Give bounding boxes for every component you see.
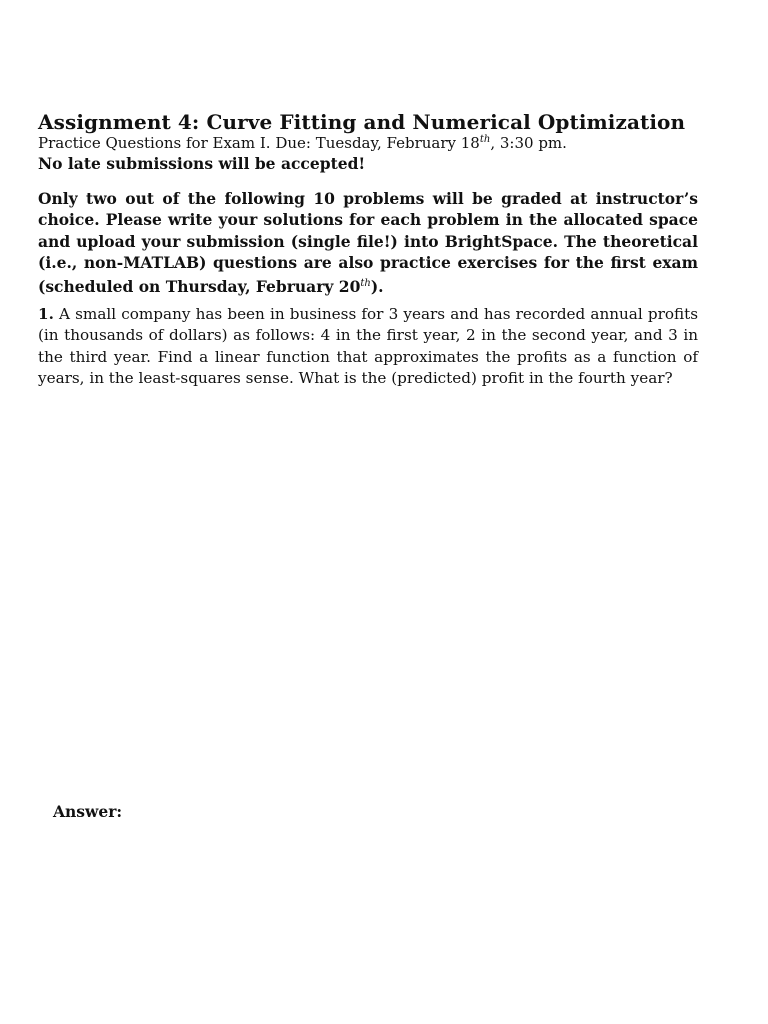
late-submission-notice: No late submissions will be accepted!: [38, 154, 366, 173]
instructions-end: ).: [370, 277, 384, 297]
instructions-superscript: th: [360, 278, 371, 290]
due-date-line: [38, 134, 567, 152]
due-date-superscript: th: [479, 134, 491, 145]
problem-1: [38, 304, 698, 389]
problem-text: A small company has been in business for 3 years and has recorded annual profits (in thousands of dollars) as follows: 4 in the first year, 2 in the second year, and 3 in the third year. Find a linear function that approximates the profits as a function of years, in the least-squares sense. What is the (predicted) profit in the fourth year?: [38, 305, 699, 387]
due-date-text: Practice Questions for Exam I. Due: Tuesday, February 18: [38, 134, 480, 152]
instructions-text: Only two out of the following 10 problems will be graded at instructor’s choice. Please write your solutions for each problem in the allocated space and upload your submission (single file!) into BrightSpace. The theoretical (i.e., non-MATLAB) questions are also practice exercises for the first exam (scheduled on Thursday, February 20: [38, 189, 698, 297]
problem-number: 1.: [38, 305, 54, 323]
answer-label: Answer:: [53, 802, 123, 821]
assignment-title: Assignment 4: Curve Fitting and Numerical Optimization: [38, 110, 686, 134]
due-date-time: , 3:30 pm.: [490, 134, 567, 152]
grading-instructions: [38, 188, 698, 298]
